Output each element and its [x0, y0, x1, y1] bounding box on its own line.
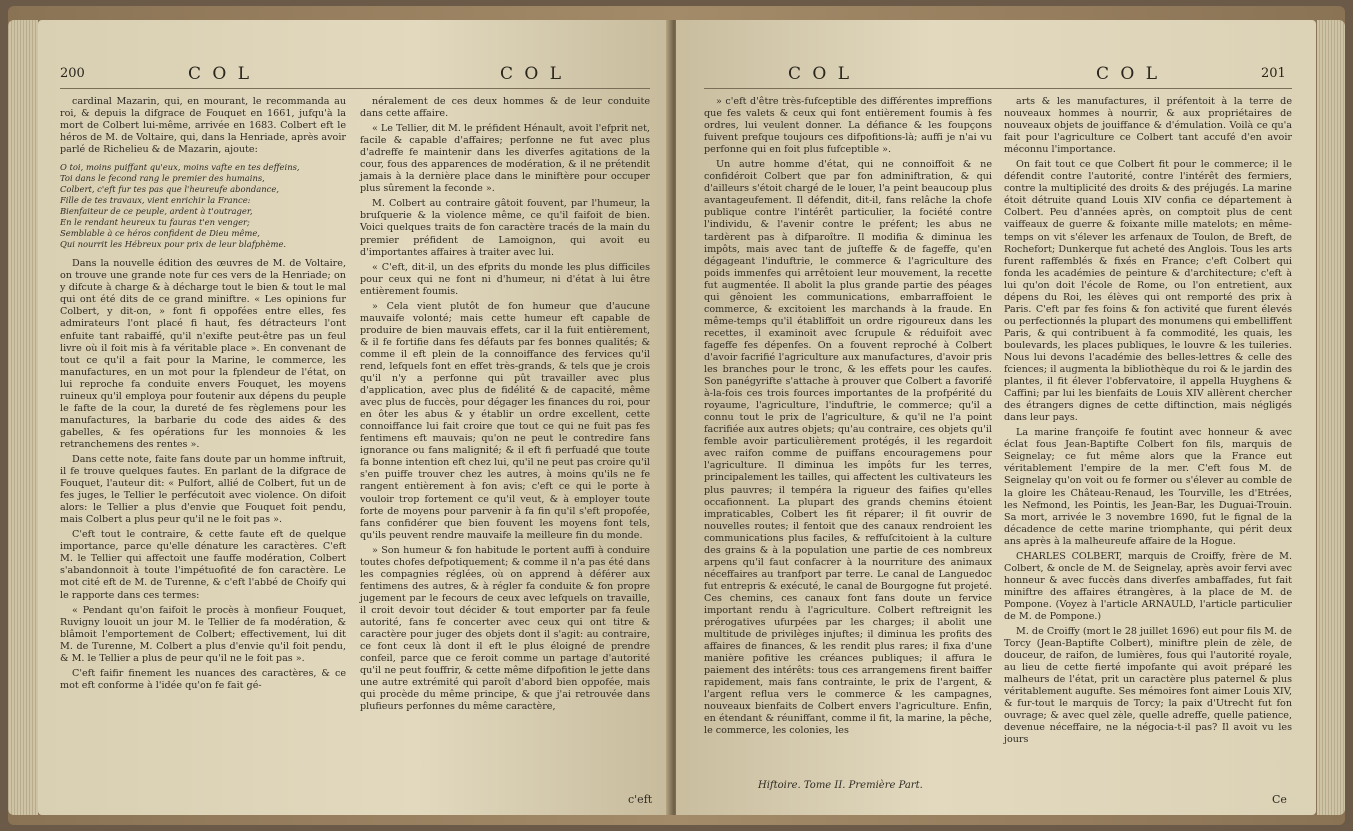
verse-line: Toi dans le fecond rang le premier des humains, [60, 173, 265, 184]
signature-line: Hiftoire. Tome II. Première Part. [758, 780, 923, 791]
paragraph: M. Colbert au contraire gâtoit fouvent, par l'humeur, la bruſquerie & la violence même, ce qu'il faifoit de bien. Voici quelques traits de fon caractère tracés de la main du premier préfident de Lamoignon, qui avoit eu d'importantes affaires à traiter avec lui. [360, 198, 650, 258]
left-page [38, 20, 671, 815]
paragraph: C'eft faifir finement les nuances des caractères, & ce mot eft conforme à l'idée qu'on fe fait gé- [60, 667, 346, 691]
right-page-column-1 [704, 96, 992, 740]
right-page-column-2 [1004, 96, 1292, 749]
verse-quote [60, 162, 346, 250]
header-rule [60, 88, 650, 89]
paragraph: Dans la nouvelle édition des œuvres de M. de Voltaire, on trouve une grande note fur ces vers de la Henriade; on y difcute à charge & à décharge tout le bien & tout le mal qui ont été dits de ce grand miniftre. « Les opinions fur Colbert, y dit-on, » font fi oppofées entre elles, fes admirateurs l'ont placé fi haut, fes détracteurs l'ont enfuite tant rabaiffé, qu'il n'exifte peut-être pas un feul livre où il foit mis à fa véritable place ». En convenant de tout ce qu'il a fait pour la Marine, le commerce, les manufactures, en un mot pour la fplendeur de l'état, on lui reproche fa conduite envers Fouquet, les moyens ruineux qu'il employa pour foutenir aux dépens du peuple le fafte de la cour, la dureté de fes règlemens pour les manufactures, la barbarie du code des aides & des gabelles, & fes opérations fur les monnoies & les retranchemens des rentes ». [60, 258, 346, 450]
verse-line: Fille de tes travaux, vient enrichir la France: [60, 195, 251, 206]
verse-line: En le rendant heureux tu fauras t'en venger; [60, 217, 250, 228]
page-number: 201 [1261, 66, 1286, 81]
paragraph: « C'eft, dit-il, un des efprits du monde les plus difficiles pour ceux qui ne font ni d'humeur, ni d'état à lui être entièrement foumis. [360, 261, 650, 297]
paragraph: » c'eft d'être très-fufceptible des différentes impreffions que fes valets & ceux qui font entièrement foumis à fes ordres, lui veulent donner. La défiance & les foupçons fuivent prefque toujours ces difpofitions-là; auffi je n'ai vu perfonne qui en foit plus fufceptible ». [704, 96, 992, 156]
paragraph: « Le Tellier, dit M. le préfident Hénault, avoit l'efprit net, facile & capable d'affaires; perfonne ne fut avec plus d'adreffe fe maintenir dans les diverfes agitations de la cour, fous des apparences de modération, & il ne prétendit jamais à la dernière place dans le miniftère pour occuper plus sûrement la feconde ». [360, 123, 650, 195]
paragraph: cardinal Mazarin, qui, en mourant, le recommanda au roi, & depuis la difgrace de Fouquet en 1661, jufqu'à la mort de Colbert lui-même, arrivée en 1683. Colbert eft le héros de M. de Voltaire, qui, dans la Henriade, après avoir parlé de Richelieu & de Mazarin, ajoute: [60, 96, 346, 156]
left-page-edges [8, 20, 38, 815]
running-header: C O L [500, 64, 565, 84]
header-rule [704, 88, 1292, 89]
verse-line: Colbert, c'eft fur tes pas que l'heureufe abondance, [60, 184, 279, 195]
paragraph: » Cela vient plutôt de fon humeur que d'aucune mauvaife volonté; mais cette humeur eft capable de produire de bien mauvais effets, car il la fuit entièrement, & il fe fortifie dans fes défauts par fes bonnes qualités; & comme il eft plein de la connoiffance des fervices qu'il rend, lefquels font en effet très-grands, & tels que je crois qu'il n'y a perfonne qui pût travailler avec plus d'application, avec plus de fidélité & de capacité, même avec plus de fuccès, pour dégager les finances du roi, pour en ôter les abus & y établir un ordre excellent, cette connoiffance lui fait croire que tout ce qui ne fuit pas fes fentimens eft mauvais; qu'on ne peut le contredire fans ignorance ou fans malignité; & il eft fi perfuadé que toute fa bonne intention eft chez lui, qu'il ne peut pas croire qu'il s'en puiffe trouver chez les autres, à moins qu'ils ne fe rangent entièrement à fon avis; c'eft ce qui le porte à vouloir trop fortement ce qu'il veut, & à employer toute forte de moyens pour parvenir à fa fin qu'il s'eft propofée, fans confidérer que bien fouvent les moyens font tels, qu'ils peuvent rendre mauvaife la meilleure fin du monde. [360, 300, 650, 541]
paragraph: » Son humeur & fon habitude le portent auffi à conduire toutes chofes defpotiquement; & comme il n'a pas été dans les compagnies réglées, où on apprend à déférer aux fentimens des autres, & à régler fa conduite & fon propre jugement par le fecours de ceux avec lefquels on travaille, il croit devoir tout décider & tout emporter par fa feule autorité, fans fe concerter avec ceux qui ont titre & caractère pour juger des objets dont il s'agit: au contraire, ce font ceux là dont il eft le plus éloigné de prendre confeil, parce que ce feroit comme un partage d'autorité qu'il ne peut fouffrir, & cette même difpofition le jette dans une autre extrémité qui paroît d'abord bien oppofée, mais qui procède du même principe, & que j'ai retrouvée dans plufieurs perfonnes du même caractère, [360, 544, 650, 713]
paragraph: C'eft tout le contraire, & cette faute eft de quelque importance, parce qu'elle dénature les caractères. C'eft M. le Tellier qui affectoit une fauffe modération, Colbert s'abandonnoit à toute l'impétuofité de fon caractère. Le mot cité eft de M. de Turenne, & c'eft l'abbé de Choify qui le rapporte dans ces termes: [60, 529, 346, 601]
right-page-edges [1317, 20, 1345, 815]
running-header: C O L [188, 64, 253, 84]
verse-line: Qui nourrit les Hébreux pour prix de leur blafphème. [60, 239, 287, 250]
paragraph: On fait tout ce que Colbert fit pour le commerce; il le défendit contre l'autorité, contre l'intérêt des fermiers, contre la multiplicité des droits & des préjugés. La marine étoit détruite quand Louis XIV confia ce département à Colbert. Peu d'années après, on comptoit plus de cent vaiffeaux de guerre & foixante mille matelots; en même-temps on vit s'élever les arfenaux de Toulon, de Breft, de Rochefort; Dunkerque fut acheté des Anglois. Tous les arts furent raffemblés & fixés en France; c'eft Colbert qui fonda les académies de peinture & d'architecture; c'eft à lui qu'on doit l'école de Rome, ou l'on entretient, aux dépens du Roi, les élèves qui ont remporté des prix à Paris. C'eft par fes foins & fon activité que furent élevés ou perfectionnés la plupart des monumens qui embelliffent Paris, & qui contribuent à fa commodité, les quais, les boulevards, les places publiques, le louvre & les tuileries. Nous lui devons l'académie des belles-lettres & celle des fciences; il augmenta la bibliothèque du roi & le jardin des plantes, il fit élever l'obfervatoire, il appella Huyghens & Caffini; par lui les bienfaits de Louis XIV allèrent chercher des étrangers dignes de cette diftinction, mais négligés dans leur pays. [1004, 159, 1293, 424]
paragraph: « Pendant qu'on faifoit le procès à monfieur Fouquet, Ruvigny louoit un jour M. le Tellier de fa modération, & blâmoit l'emportement de Colbert; effectivement, lui dit M. de Turenne, M. Colbert a plus d'envie qu'il foit pendu, & M. le Tellier a plus de peur qu'il ne le foit pas ». [60, 604, 346, 664]
paragraph: Dans cette note, faite fans doute par un homme inftruit, il fe trouve quelques fautes. En parlant de la difgrace de Fouquet, l'auteur dit: « Pulfort, allié de Colbert, fut un de fes juges, le Tellier le perfécutoit avec violence. On difoit alors: le Tellier a plus d'envie que Fouquet foit pendu, mais Colbert a plus peur qu'il ne le foit pas ». [60, 453, 346, 526]
left-page-column-2 [360, 96, 650, 716]
right-page [676, 20, 1316, 815]
paragraph: néralement de ces deux hommes & de leur conduite dans cette affaire. [360, 96, 650, 120]
verse-line: O toi, moins puiffant qu'eux, moins vafte en tes deffeins, [60, 162, 300, 173]
verse-line: Semblable à ce héros confident de Dieu même, [60, 228, 260, 239]
left-page-column-1 [60, 96, 346, 695]
paragraph: M. de Croiffy (mort le 28 juillet 1696) eut pour fils M. de Torcy (Jean-Baptifte Colbert), miniftre plein de zèle, de douceur, de raifon, de lumières, fous qui l'autorité royale, au lieu de cette fierté impofante qui avoit préparé les malheurs de l'état, prit un caractère plus paternel & plus véritablement augufte. Ses mémoires font aimer Louis XIV, & fur-tout le marquis de Torcy; la paix d'Utrecht fut fon ouvrage; & avec quel zèle, quelle adreffe, quelle patience, devenue néceffaire, ne la négocia-t-il pas? Il avoit vu les jours [1004, 626, 1292, 746]
catchword: c'eft [628, 793, 653, 806]
running-header: C O L [788, 64, 853, 84]
book [8, 6, 1345, 825]
paragraph: CHARLES COLBERT, marquis de Croiffy, frère de M. Colbert, & oncle de M. de Seignelay, après avoir fervi avec honneur & avec fuccès dans diverfes ambaffades, fut fait miniftre des affaires étrangères, à la place de M. de Pompone. (Voyez à l'article ARNAULD, l'article particulier de M. de Pompone.) [1004, 550, 1292, 622]
paragraph: Un autre homme d'état, qui ne connoiffoit & ne confidéroit Colbert que par fon adminiftration, & qui d'ailleurs s'étoit chargé de le louer, l'a peint beaucoup plus avantageufement. Il défendit, dit-il, fans relâche la chofe publique contre l'intérêt particulier, la fociété contre l'individu, & l'avenir contre le préfent; les abus ne tardèrent pas à difparoître. Il modifia & diminua les impôts, mais avec tant de juſteffe & de fageffe, qu'en dégageant l'induftrie, le commerce & l'agriculture des poids immenfes qui arrêtoient leur mouvement, la recette fut augmentée. Il abolit la plus grande partie des péages qui gênoient les communications, embarraffoient le commerce, & excitoient les marchands à la fraude. En même-temps qu'il établiffoit un ordre rigoureux dans les recettes, il examinoit avec ſcrupule & réduifoit avec fageffe fes dépenfes. On a fouvent reproché à Colbert d'avoir facrifié l'agriculture aux manufactures, d'avoir pris les branches pour le tronc, & les effets pour les caufes. Son panégyrifte s'attache à prouver que Colbert a favorifé à-la-fois ces trois fources importantes de la profpérité du royaume, l'agriculture, l'induftrie, le commerce; qu'il a connu tout le prix de l'agriculture, & qu'il ne l'a point facrifiée aux autres objets; qu'au contraire, ces objets qu'il femble avoir particulièrement protégés, il les regardoit avec raifon comme de puiffans encouragemens pour l'agriculture. Il diminua les impôts fur les terres, principalement les tailles, qui affectent les cultivateurs les plus pauvres; il tempéra la rigueur des faifies qu'elles occafionnent. La plupart des grands chemins étoient impraticables, Colbert les fit réparer; il fit ouvrir de nouvelles routes; il fentoit que des canaux rendroient les communications plus faciles, & reffuſcitoient à la culture des grains & à la population une partie de ces nombreux arpens qu'il faut confacrer à la nourriture des animaux néceffaires au tranfport par terre. Le canal de Languedoc fut entrepris & exécuté, le canal de Bourgogne fut projeté. Ces chemins, ces canaux font fans doute un fervice important rendu à l'agriculture. Colbert reftreignit les prérogatives ufurpées par les charges; il abolit une multitude de privilèges injuftes; il diminua les profits des affaires de finances, & les rendit plus rares; il fixa d'une manière pofitive les créances publiques; il affura le paiement des intérêts: tous ces arrangemens firent baiffer rapidement, mais fans contrainte, le prix de l'argent, & l'argent reflua vers le commerce & les campagnes, nouveaux bienfaits de Colbert envers l'agriculture. Enfin, en étendant & réuniffant, comme il fit, la marine, la pêche, le commerce, les colonies, les [704, 159, 992, 737]
running-header: C O L [1096, 64, 1161, 84]
paragraph: arts & les manufactures, il préfentoit à la terre de nouveaux hommes à nourrir, & aux propriétaires de nouveaux objets de jouiffance & d'émulation. Voilà ce qu'a fait pour l'agriculture ce Colbert tant accufé d'en avoir méconnu l'importance. [1004, 96, 1292, 156]
catchword: Ce [1272, 793, 1287, 806]
verse-line: Bienfaiteur de ce peuple, ardent à t'outrager, [60, 206, 253, 217]
page-number: 200 [60, 66, 85, 81]
paragraph: La marine françoife fe foutint avec honneur & avec éclat fous Jean-Baptifte Colbert fon fils, marquis de Seignelay; ce fut même alors que la France eut véritablement l'empire de la mer. C'eft fous M. de Seignelay qu'on voit ou fe former ou s'élever au comble de la gloire les Château-Renaud, les Tourville, les d'Etrées, les Nefmond, les Pointis, les Jean-Bar, les Duguai-Trouin. Sa mort, arrivée le 3 novembre 1690, fut le fignal de la décadence de cette marine triomphante, qui périt deux ans après à la malheureufe affaire de la Hogue. [1004, 427, 1292, 547]
